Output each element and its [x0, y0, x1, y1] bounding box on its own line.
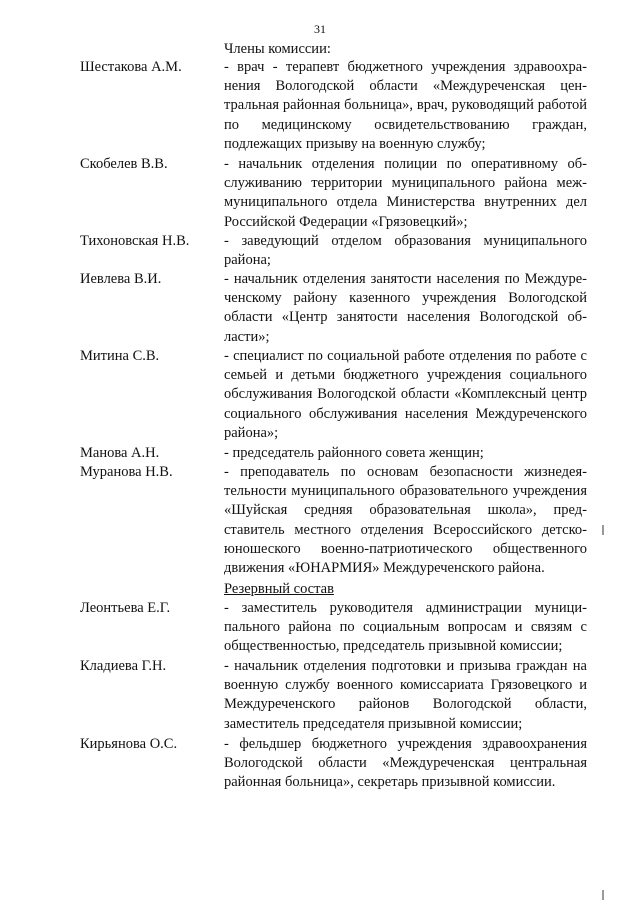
page-number: 31	[314, 22, 326, 36]
member-name: Тихоновская Н.В.	[80, 233, 190, 249]
member-name: Манова А.Н.	[80, 445, 160, 461]
member-name: Иевлева В.И.	[80, 271, 162, 287]
member-name: Скобелев В.В.	[80, 156, 168, 172]
member-description: - заведующий отделом образования муниципального района;	[224, 233, 587, 269]
member-description: - начальник отделения занятости населения по Междуреченскому району казенного учреждения Вологодской области «Центр занятости населения Вологодской области»;	[224, 271, 587, 345]
scan-mark	[602, 525, 604, 535]
reserve-description: - фельдшер бюджетного учреждения здравоохранения Вологодской области «Междуреченская центральная районная больница», секретарь призывной комиссии.	[224, 736, 587, 791]
member-description: - врач - терапевт бюджетного учреждения здравоохранения Вологодской области «Междуреченская центральная районная больница», врач, руководящий работой по медицинскому освидетельствованию граждан, подлежащих призыву на военную службу;	[224, 59, 587, 152]
reserve-heading: Резервный состав	[224, 581, 334, 597]
reserve-description: - заместитель руководителя администрации муниципального района по социальным вопросам и связям с общественностью, председатель призывной комиссии;	[224, 600, 587, 655]
member-name: Шестакова А.М.	[80, 59, 182, 75]
commission-members-heading: Члены комиссии:	[224, 41, 331, 57]
scan-mark	[602, 890, 604, 900]
member-description: - председатель районного совета женщин;	[224, 445, 484, 461]
member-name: Муранова Н.В.	[80, 464, 173, 480]
member-description: - преподаватель по основам безопасности жизнедеятельности муниципального образовательного учреждения «Шуйская средняя образовательная школа», представитель местного отделения Всероссийского детскоюношеского военно-патриотического общественного движения «ЮНАРМИЯ» Междуреченского района.	[224, 464, 587, 577]
reserve-name: Кирьянова О.С.	[80, 736, 178, 752]
reserve-name: Леонтьева Е.Г.	[80, 600, 171, 616]
reserve-description: - начальник отделения подготовки и призыва граждан на военную службу военного комиссариата Грязовецкого и Междуреченского районов Вологодской области, заместитель председателя призывной комиссии;	[224, 658, 587, 732]
member-name: Митина С.В.	[80, 348, 160, 364]
reserve-name: Кладиева Г.Н.	[80, 658, 167, 674]
member-description: - начальник отделения полиции по оперативному обслуживанию территории муниципального района межмуниципального отдела Министерства внутренних дел Российской Федерации «Грязовецкий»;	[224, 156, 587, 230]
member-description: - специалист по социальной работе отделения по работе с семьей и детьми бюджетного учреждения социального обслуживания Вологодской области «Комплексный центр социального обслуживания населения Междуреченского района»;	[224, 348, 587, 441]
